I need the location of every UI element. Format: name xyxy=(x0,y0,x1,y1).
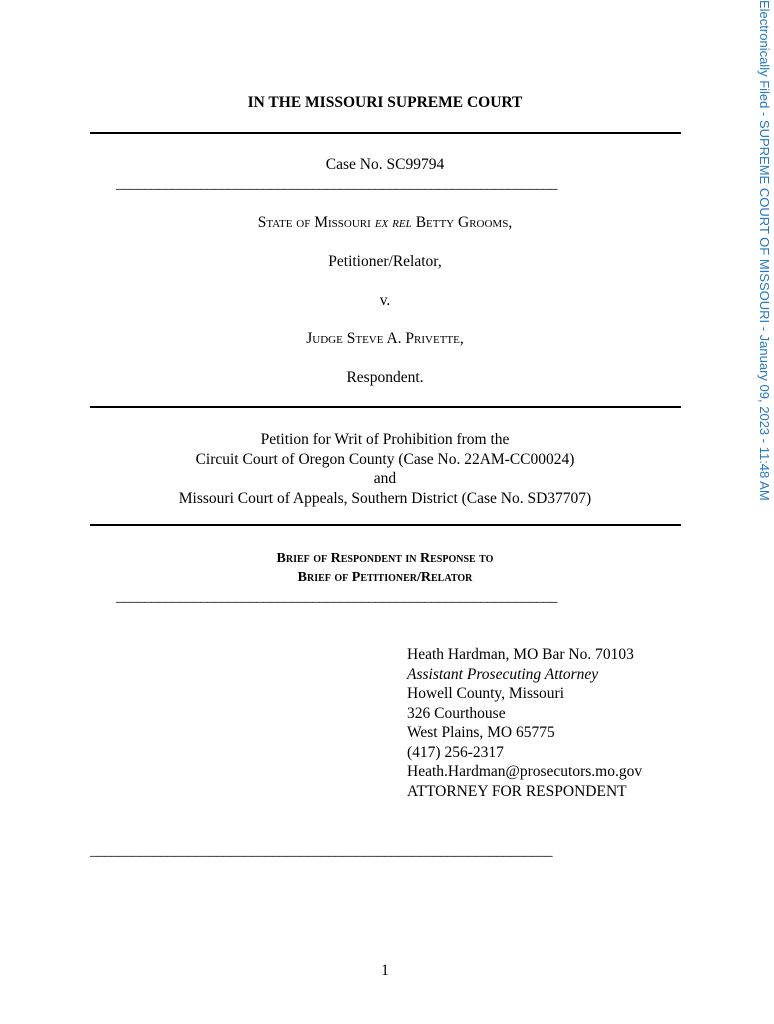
petition-line: Circuit Court of Oregon County (Case No. 22AM-CC00024) xyxy=(195,450,575,468)
attorney-street: 326 Courthouse xyxy=(407,704,506,722)
filing-stamp-text: Electronically Filed - SUPREME COURT OF MISSOURI - January 09, 2023 - 11:48 AM xyxy=(757,0,772,501)
versus: v. xyxy=(379,292,391,309)
attorney-city: West Plains, MO 65775 xyxy=(407,724,555,741)
underline-rule: _______________________________________________________________ xyxy=(116,589,557,605)
section-rule xyxy=(90,524,681,526)
petition-line: and xyxy=(373,470,397,487)
petition-line: Missouri Court of Appeals, Southern District (Case No. SD37707) xyxy=(178,489,592,507)
attorney-phone: (417) 256-2317 xyxy=(407,743,504,761)
brief-title-line: Brief of Petitioner/Relator xyxy=(297,570,473,585)
court-heading: IN THE MISSOURI SUPREME COURT xyxy=(247,94,523,111)
section-rule xyxy=(90,132,681,134)
relator-exrel: ex rel xyxy=(374,214,412,231)
attorney-role: ATTORNEY FOR RESPONDENT xyxy=(407,782,627,800)
underline-rule: _______________________________________________________________ xyxy=(116,176,557,192)
respondent-role: Respondent. xyxy=(346,369,424,386)
relator-name: Betty Grooms, xyxy=(415,214,513,231)
section-rule xyxy=(90,406,681,408)
attorney-title: Assistant Prosecuting Attorney xyxy=(407,665,599,683)
bottom-rule: __________________________________________________________________ xyxy=(90,843,552,859)
respondent-name: Judge Steve A. Privette, xyxy=(306,330,464,347)
relator-lead: State of Missouri xyxy=(257,214,371,231)
brief-title xyxy=(0,549,770,587)
petition-block xyxy=(0,430,770,508)
filing-stamp xyxy=(752,0,774,510)
case-number: Case No. SC99794 xyxy=(325,156,445,173)
attorney-block xyxy=(407,645,642,801)
petitioner-role: Petitioner/Relator, xyxy=(328,253,442,270)
attorney-name: Heath Hardman, MO Bar No. 70103 xyxy=(407,646,634,663)
relator-caption xyxy=(0,214,770,232)
petition-line: Petition for Writ of Prohibition from the xyxy=(260,431,510,448)
attorney-email: Heath.Hardman@prosecutors.mo.gov xyxy=(407,763,643,780)
page-number: 1 xyxy=(381,962,389,979)
attorney-office: Howell County, Missouri xyxy=(407,685,565,702)
brief-title-line: Brief of Respondent in Response to xyxy=(276,551,494,566)
